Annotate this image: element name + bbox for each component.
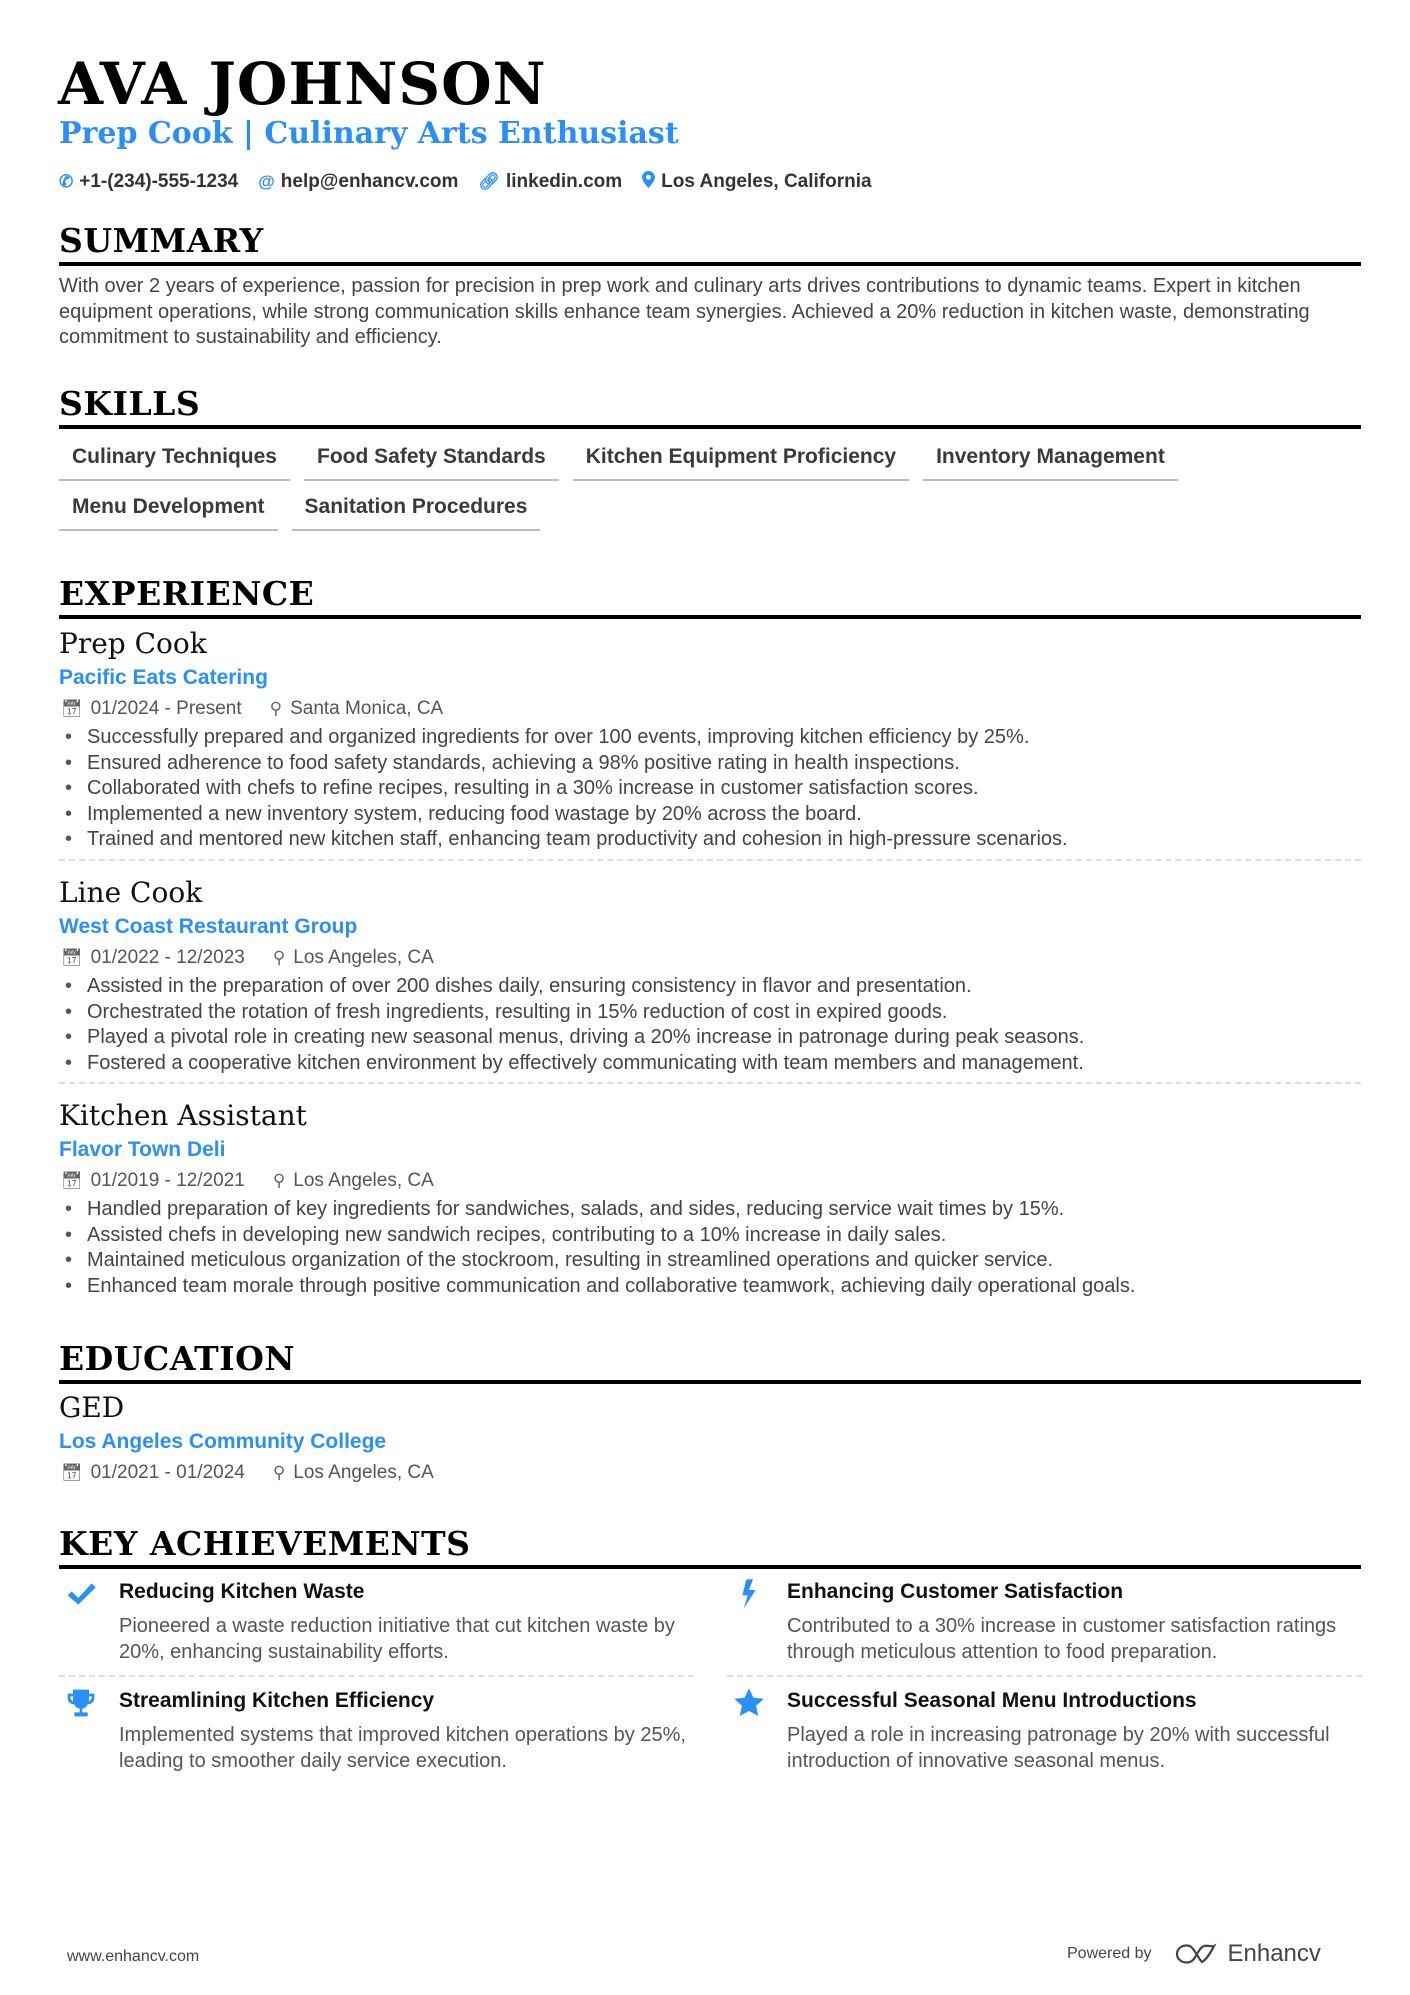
section-heading-key-achievements: KEY ACHIEVEMENTS [59,1524,1361,1569]
contact-bar [59,171,872,193]
email-text: help@enhancv.com [280,171,459,192]
job-role: Line Cook [59,876,203,909]
skills-list [59,445,1359,531]
bullet: • Successfully prepared and organized ingredients for over 100 events, improving kitchen efficiency by 25%. [59,725,1361,751]
checkmark-icon [65,1578,97,1610]
bullet: • Assisted chefs in developing new sandwich recipes, contributing to a 10% increase in daily sales. [59,1223,1361,1249]
job-dates: 01/2019 - 12/2021 [90,1170,245,1191]
job-meta [59,696,1361,722]
bullet: • Maintained meticulous organization of the stockroom, resulting in streamlined operations and quicker service. [59,1248,1361,1274]
job-location: Santa Monica, CA [290,698,444,719]
experience-entry [59,1099,1361,1299]
section-heading-skills: SKILLS [59,384,1361,429]
skill-chip: Kitchen Equipment Proficiency [573,445,909,481]
education-meta [59,1460,1361,1486]
star-icon [733,1687,765,1719]
powered-by-label: Powered by [1067,1945,1152,1962]
candidate-title: Prep Cook | Culinary Arts Enthusiast [59,116,679,151]
job-location: Los Angeles, CA [293,1170,434,1191]
link-icon: 🔗︎ [478,172,500,191]
location-pin-icon: ⚲ [272,1463,286,1482]
contact-email[interactable] [258,171,458,193]
bullet: • Orchestrated the rotation of fresh ingredients, resulting in 15% reduction of cost in expired goods. [59,1000,1361,1026]
footer-website[interactable]: www.enhancv.com [67,1948,200,1965]
enhancv-logo-icon [1174,1942,1220,1966]
job-meta [59,1168,1361,1194]
section-heading-education: EDUCATION [59,1339,1361,1384]
achievement-item [727,1687,1362,1774]
achievement-title: Enhancing Customer Satisfaction [787,1580,1124,1603]
job-bullets [59,725,1361,853]
job-role: Kitchen Assistant [59,1099,307,1132]
skill-chip: Food Safety Standards [304,445,559,481]
enhancv-wordmark: Enhancv [1227,1940,1321,1967]
school[interactable]: Los Angeles Community College [59,1430,387,1453]
bullet: • Fostered a cooperative kitchen environment by effectively communicating with team members and management. [59,1051,1361,1077]
divider [59,1082,1361,1084]
bullet: • Collaborated with chefs to refine recipes, resulting in a 30% increase in customer satisfaction scores. [59,776,1361,802]
education-dates: 01/2021 - 01/2024 [90,1462,245,1483]
calendar-icon: 📅︎ [61,948,83,967]
job-dates: 01/2022 - 12/2023 [90,947,245,968]
calendar-icon: 📅︎ [61,699,83,718]
linkedin-text: linkedin.com [506,171,623,192]
bullet: • Implemented a new inventory system, reducing food wastage by 20% across the board. [59,802,1361,828]
contact-phone[interactable] [59,171,238,193]
location-pin-icon: ⚲ [269,699,283,718]
job-company[interactable]: Flavor Town Deli [59,1138,226,1161]
achievement-desc: Contributed to a 30% increase in customer satisfaction ratings through meticulous attention to food preparation. [787,1615,1337,1663]
job-company[interactable]: West Coast Restaurant Group [59,915,358,938]
section-heading-summary: SUMMARY [59,221,1361,266]
job-location: Los Angeles, CA [293,947,434,968]
education-entry [59,1391,1361,1489]
bullet: • Played a pivotal role in creating new seasonal menus, driving a 20% increase in patronage during peak seasons. [59,1025,1361,1051]
achievement-desc: Pioneered a waste reduction initiative that cut kitchen waste by 20%, enhancing sustainability efforts. [119,1615,675,1663]
contact-linkedin[interactable] [478,171,622,193]
achievement-item [727,1578,1362,1677]
enhancv-logo[interactable] [1174,1940,1321,1968]
divider [59,859,1361,861]
trophy-icon [65,1687,97,1719]
summary-text: With over 2 years of experience, passion for precision in prep work and culinary arts drives contributions to dynamic teams. Expert in kitchen equipment operations, while strong communication skills enhance team synergies. Achieved a 20% reduction in kitchen waste, demonstrating commitment to sustainability and efficiency. [59,275,1310,349]
education-location: Los Angeles, CA [293,1462,434,1483]
bullet: • Trained and mentored new kitchen staff, enhancing team productivity and cohesion in high-pressure scenarios. [59,827,1361,853]
skill-chip: Culinary Techniques [59,445,290,481]
bullet: • Enhanced team morale through positive communication and collaborative teamwork, achieving daily operational goals. [59,1274,1361,1300]
achievement-title: Successful Seasonal Menu Introductions [787,1689,1197,1712]
location-pin-icon: ⚲ [272,948,286,967]
skill-chip: Menu Development [59,495,278,531]
degree: GED [59,1391,125,1424]
achievement-title: Streamlining Kitchen Efficiency [119,1689,435,1712]
experience-entry [59,876,1361,1084]
job-bullets [59,974,1361,1076]
job-dates: 01/2024 - Present [90,698,242,719]
bullet: • Ensured adherence to food safety standards, achieving a 98% positive rating in health inspections. [59,751,1361,777]
phone-text: +1-(234)-555-1234 [79,171,239,192]
achievement-title: Reducing Kitchen Waste [119,1580,365,1603]
location-pin-icon: ⚲ [272,1171,286,1190]
lightning-icon [733,1578,765,1610]
achievement-desc: Implemented systems that improved kitchen operations by 25%, leading to smoother daily service execution. [119,1724,686,1772]
job-meta [59,945,1361,971]
bullet: • Handled preparation of key ingredients for sandwiches, salads, and sides, reducing service wait times by 15%. [59,1197,1361,1223]
location-text: Los Angeles, California [661,171,872,192]
experience-entry [59,627,1361,861]
job-role: Prep Cook [59,627,207,660]
contact-location [642,171,871,193]
candidate-name: AVA JOHNSON [58,50,547,118]
at-icon: @ [258,172,275,191]
achievement-desc: Played a role in increasing patronage by 20% with successful introduction of innovative seasonal menus. [787,1724,1330,1772]
phone-icon: ✆ [59,172,74,191]
achievement-item [59,1578,694,1677]
footer-branding [1067,1940,1321,1968]
location-pin-icon [642,171,655,193]
job-bullets [59,1197,1361,1299]
skill-chip: Inventory Management [923,445,1178,481]
calendar-icon: 📅︎ [61,1463,83,1482]
job-company[interactable]: Pacific Eats Catering [59,666,268,689]
bullet: • Assisted in the preparation of over 200 dishes daily, ensuring consistency in flavor and presentation. [59,974,1361,1000]
achievement-item [59,1687,694,1774]
section-heading-experience: EXPERIENCE [59,574,1361,619]
calendar-icon: 📅︎ [61,1171,83,1190]
skill-chip: Sanitation Procedures [292,495,541,531]
